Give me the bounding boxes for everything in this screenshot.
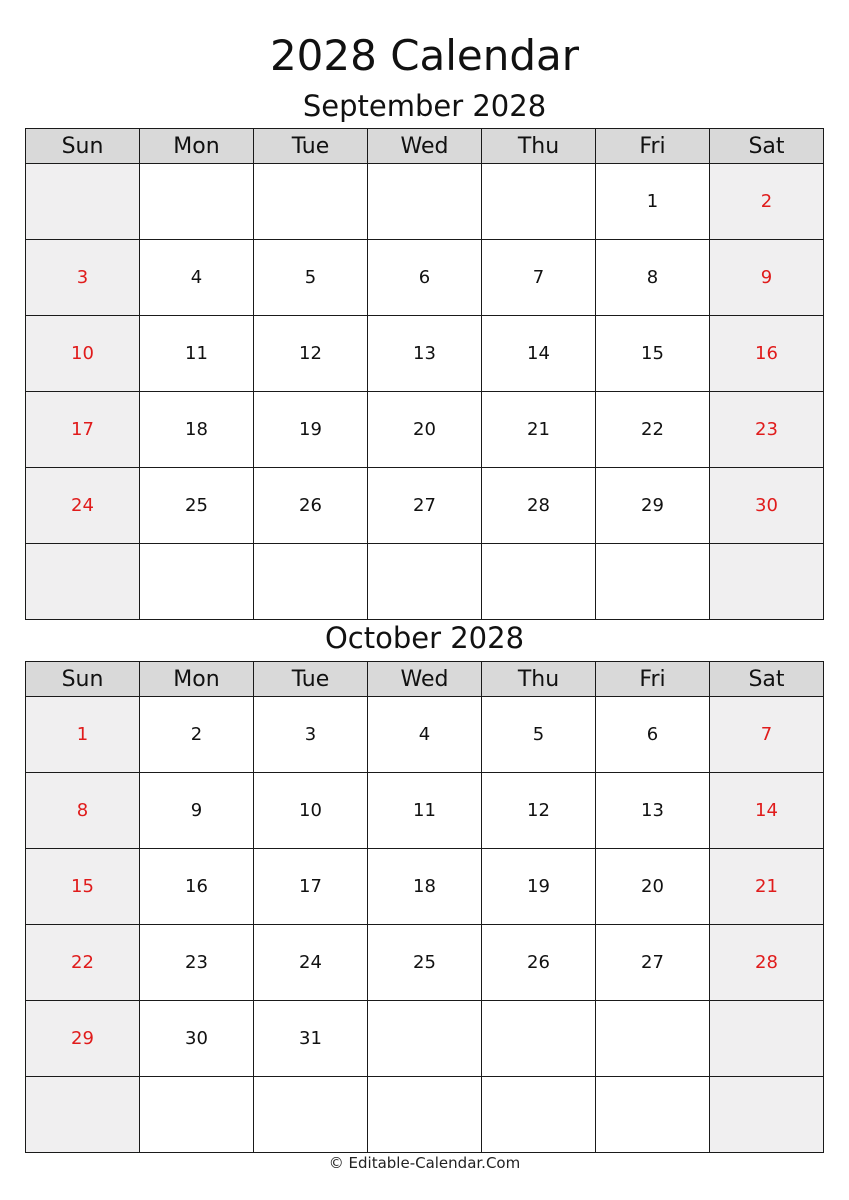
day-cell: 6 [368,240,482,316]
day-cell [26,1077,140,1153]
week-row [26,164,824,240]
day-cell: 6 [596,697,710,773]
weekday-header: Sat [710,662,824,697]
day-cell: 9 [140,773,254,849]
weekday-header: Mon [140,129,254,164]
day-cell [26,544,140,620]
day-cell: 8 [596,240,710,316]
day-cell: 4 [368,697,482,773]
day-cell [710,544,824,620]
day-cell [26,164,140,240]
day-cell [254,1077,368,1153]
calendar-grid-september [25,128,824,620]
day-cell: 21 [710,849,824,925]
day-cell: 14 [482,316,596,392]
week-row [26,240,824,316]
day-cell: 21 [482,392,596,468]
day-cell: 31 [254,1001,368,1077]
day-cell: 12 [482,773,596,849]
day-cell [140,164,254,240]
day-cell [368,544,482,620]
day-cell: 18 [368,849,482,925]
day-cell: 18 [140,392,254,468]
day-cell [254,544,368,620]
weekday-header: Thu [482,662,596,697]
day-cell: 9 [710,240,824,316]
week-row [26,849,824,925]
calendar-grid-october [25,661,824,1153]
day-cell: 30 [140,1001,254,1077]
day-cell: 10 [26,316,140,392]
weekday-header: Sun [26,129,140,164]
day-cell: 22 [26,925,140,1001]
day-cell: 25 [368,925,482,1001]
day-cell [140,544,254,620]
day-cell: 14 [710,773,824,849]
day-cell [482,544,596,620]
week-row [26,1077,824,1153]
day-cell [710,1077,824,1153]
weekday-header: Tue [254,662,368,697]
day-cell [710,1001,824,1077]
day-cell [482,1001,596,1077]
week-row [26,697,824,773]
weekday-header: Tue [254,129,368,164]
day-cell: 13 [368,316,482,392]
day-cell: 28 [482,468,596,544]
day-cell: 27 [368,468,482,544]
day-cell [140,1077,254,1153]
day-cell: 25 [140,468,254,544]
day-cell [254,164,368,240]
day-cell [368,1077,482,1153]
day-cell: 7 [482,240,596,316]
day-cell: 5 [254,240,368,316]
day-cell: 24 [254,925,368,1001]
day-cell: 27 [596,925,710,1001]
day-cell: 29 [26,1001,140,1077]
day-cell [368,1001,482,1077]
day-cell: 12 [254,316,368,392]
day-cell: 24 [26,468,140,544]
day-cell [596,1077,710,1153]
day-cell: 15 [596,316,710,392]
weekday-header: Fri [596,129,710,164]
day-cell: 26 [482,925,596,1001]
day-cell: 2 [140,697,254,773]
day-cell [596,544,710,620]
week-row [26,925,824,1001]
day-cell [368,164,482,240]
day-cell: 13 [596,773,710,849]
day-cell: 7 [710,697,824,773]
weekday-header: Wed [368,662,482,697]
weekday-header: Wed [368,129,482,164]
month-title-october: October 2028 [324,621,525,655]
day-cell: 4 [140,240,254,316]
day-cell: 5 [482,697,596,773]
day-cell: 16 [710,316,824,392]
day-cell: 2 [710,164,824,240]
day-cell: 3 [254,697,368,773]
weekday-header: Fri [596,662,710,697]
day-cell [482,1077,596,1153]
day-cell: 23 [710,392,824,468]
day-cell: 15 [26,849,140,925]
weekday-header: Mon [140,662,254,697]
day-cell: 20 [368,392,482,468]
week-row [26,773,824,849]
day-cell: 19 [254,392,368,468]
day-cell: 22 [596,392,710,468]
day-cell: 28 [710,925,824,1001]
week-row [26,1001,824,1077]
day-cell: 17 [254,849,368,925]
day-cell: 16 [140,849,254,925]
week-row [26,316,824,392]
day-cell [596,1001,710,1077]
day-cell: 8 [26,773,140,849]
day-cell: 1 [596,164,710,240]
day-cell: 19 [482,849,596,925]
day-cell: 23 [140,925,254,1001]
footer-copyright: © Editable-Calendar.Com [328,1154,521,1172]
day-cell: 29 [596,468,710,544]
day-cell: 26 [254,468,368,544]
page-title: 2028 Calendar [269,31,580,80]
month-title-september: September 2028 [302,89,547,123]
day-cell: 3 [26,240,140,316]
day-cell: 30 [710,468,824,544]
day-cell: 10 [254,773,368,849]
weekday-header-row [26,129,824,164]
weekday-header-row [26,662,824,697]
weekday-header: Sun [26,662,140,697]
day-cell: 11 [368,773,482,849]
weekday-header: Thu [482,129,596,164]
day-cell [482,164,596,240]
day-cell: 1 [26,697,140,773]
day-cell: 17 [26,392,140,468]
day-cell: 20 [596,849,710,925]
week-row [26,544,824,620]
weekday-header: Sat [710,129,824,164]
week-row [26,468,824,544]
day-cell: 11 [140,316,254,392]
week-row [26,392,824,468]
